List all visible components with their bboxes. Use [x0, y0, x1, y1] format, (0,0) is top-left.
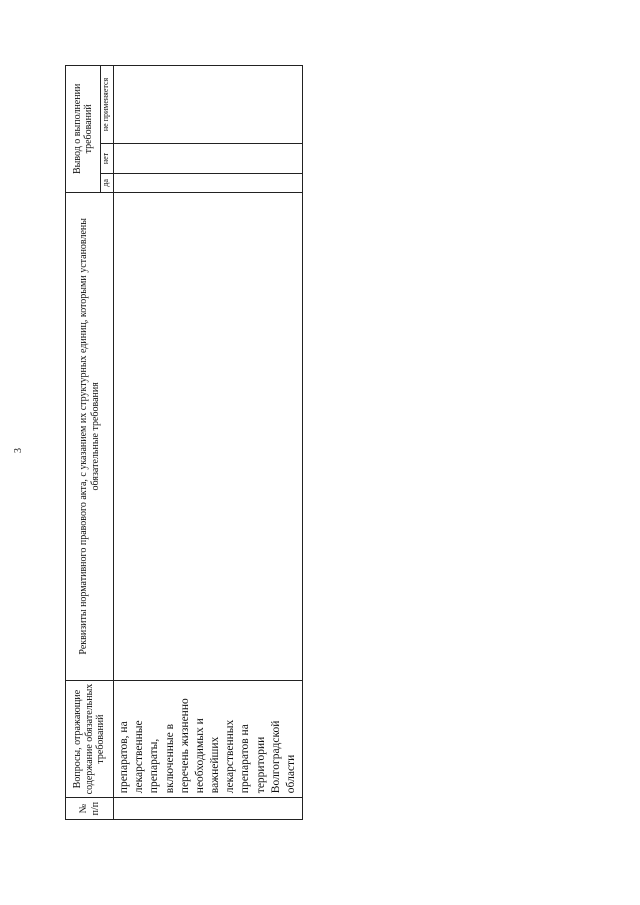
table-header-row	[66, 66, 101, 820]
header-requisites: Реквизиты нормативного правового акта, с указанием их структурных единиц, которыми установлены обязательные требования	[66, 192, 114, 680]
header-yes: да	[101, 174, 114, 193]
header-questions: Вопросы, отражающие содержание обязательных требований	[66, 680, 114, 797]
row-yes	[114, 174, 303, 193]
header-no: нет	[101, 143, 114, 173]
row-requisites	[114, 192, 303, 680]
rotated-table-container	[65, 65, 297, 820]
requirements-sheet	[65, 65, 297, 820]
row-question: препаратов, на лекарственные препараты, включенные в перечень жизненно необходимых и важнейших лекарственных препаратов на территории Волгоградской области	[114, 680, 303, 797]
table-row	[114, 66, 303, 820]
row-not-applicable	[114, 66, 303, 144]
header-not-applicable: не применяется	[101, 66, 114, 144]
row-num	[114, 798, 303, 820]
header-conclusion: Вывод о выполнении требований	[66, 66, 101, 193]
page-number: 3	[13, 448, 24, 453]
header-num: № п/п	[66, 798, 114, 820]
row-no	[114, 143, 303, 173]
requirements-table	[65, 65, 303, 820]
